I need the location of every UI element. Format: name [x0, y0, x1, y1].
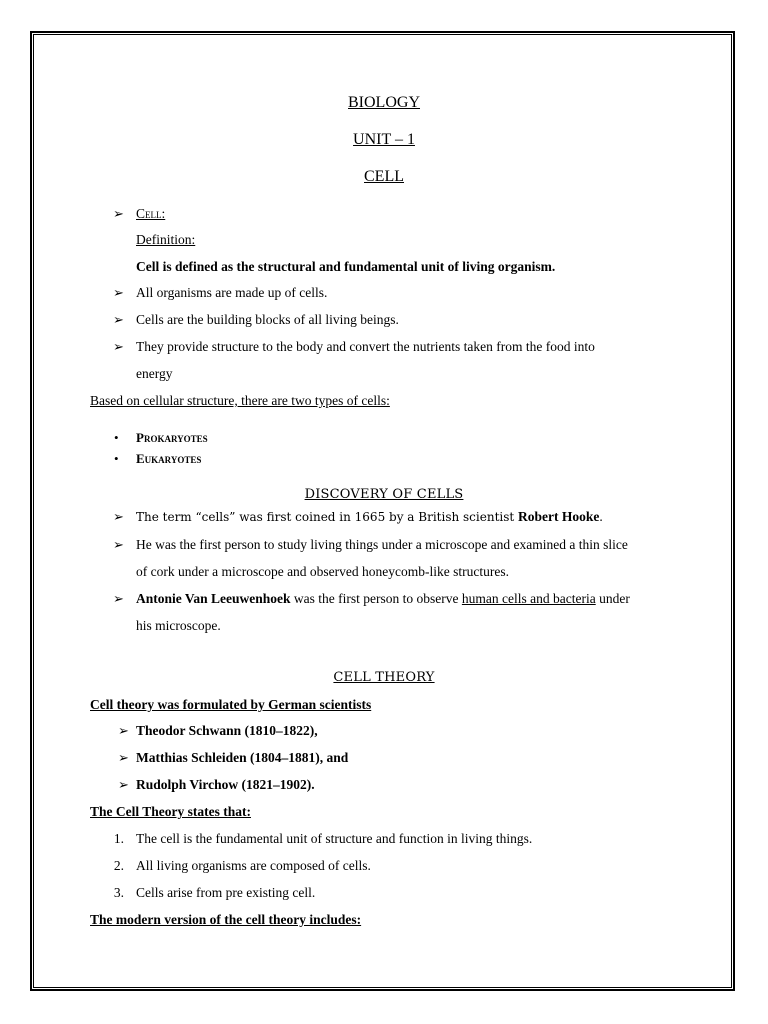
discovery-p1-end: .: [599, 509, 603, 524]
definition-label: Definition:: [136, 232, 196, 247]
cell-heading: Cell:: [136, 206, 166, 221]
arrow-bullet-icon: ➢: [113, 312, 124, 327]
discovery-point-3-continuation: his microscope.: [136, 618, 221, 633]
cell-point: All organisms are made up of cells.: [136, 285, 328, 300]
theory-statement: Cells arise from pre existing cell.: [136, 885, 316, 900]
list-number: 2.: [113, 858, 124, 873]
discovery-point-3: [136, 590, 630, 608]
list-number: 3.: [113, 885, 124, 900]
cell-point: They provide structure to the body and convert the nutrients taken from the food into: [136, 339, 595, 354]
scientist: Rudolph Virchow (1821–1902).: [136, 777, 315, 792]
arrow-bullet-icon: ➢: [113, 537, 124, 552]
arrow-bullet-icon: ➢: [113, 206, 124, 221]
unit-title: UNIT – 1: [353, 131, 415, 148]
scientist: Matthias Schleiden (1804–1881), and: [136, 750, 349, 765]
cell-point: Cells are the building blocks of all living beings.: [136, 312, 399, 327]
arrow-bullet-icon: ➢: [113, 339, 124, 354]
theory-statement: All living organisms are composed of cells.: [136, 858, 371, 873]
arrow-bullet-icon: ➢: [113, 285, 124, 300]
arrow-bullet-icon: ➢: [118, 723, 129, 738]
cell-point-continuation: energy: [136, 366, 173, 381]
discovery-point-2: He was the first person to study living things under a microscope and examined a thin slice: [136, 537, 628, 552]
subject-title: BIOLOGY: [348, 94, 420, 111]
topic-title: CELL: [364, 168, 404, 185]
definition-text: Cell is defined as the structural and fundamental unit of living organism.: [136, 259, 556, 274]
cell-type: Eukaryotes: [136, 451, 202, 466]
discovery-heading: DISCOVERY OF CELLS: [304, 487, 464, 502]
bullet-icon: •: [114, 430, 119, 445]
cell-theory-heading: CELL THEORY: [333, 670, 435, 685]
arrow-bullet-icon: ➢: [118, 750, 129, 765]
theory-statement: The cell is the fundamental unit of structure and function in living things.: [136, 831, 533, 846]
arrow-bullet-icon: ➢: [118, 777, 129, 792]
discovery-p1-text: The term “cells” was first coined in 1665 by a British scientist: [136, 510, 519, 524]
states-heading: The Cell Theory states that:: [90, 804, 251, 819]
discovery-p3-end: under: [595, 591, 630, 606]
cell-type: Prokaryotes: [136, 430, 208, 445]
arrow-bullet-icon: ➢: [113, 509, 124, 524]
scientist: Theodor Schwann (1810–1822),: [136, 723, 318, 738]
discovery-point-1: [136, 508, 603, 526]
discovery-p3-text: was the first person to observe: [290, 591, 462, 606]
modern-heading: The modern version of the cell theory includes:: [90, 912, 362, 927]
leeuwenhoek: Antonie Van Leeuwenhoek: [136, 591, 291, 606]
arrow-bullet-icon: ➢: [113, 591, 124, 606]
list-number: 1.: [113, 831, 124, 846]
human-cells-bacteria: human cells and bacteria: [461, 591, 596, 606]
bullet-icon: •: [114, 451, 119, 466]
discovery-point-2-continuation: of cork under a microscope and observed honeycomb-like structures.: [136, 564, 509, 579]
formulated-text: Cell theory was formulated by German scientists: [90, 697, 372, 712]
types-intro: Based on cellular structure, there are two types of cells:: [90, 393, 390, 408]
robert-hooke: Robert Hooke: [518, 509, 600, 524]
